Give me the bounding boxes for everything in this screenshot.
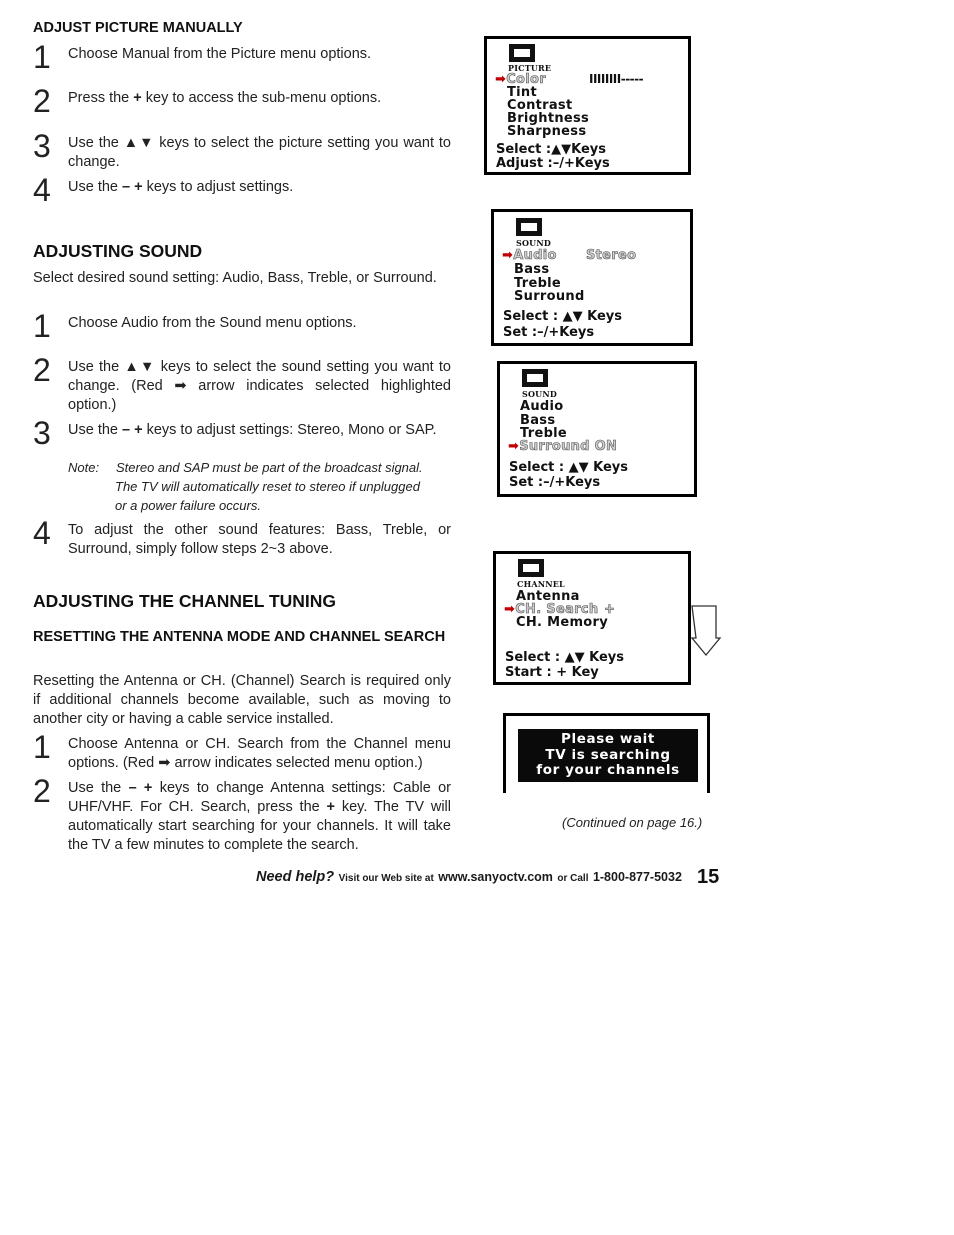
step-number: 4 (33, 515, 51, 551)
step-number: 1 (33, 729, 51, 765)
step-text (68, 779, 451, 855)
set-hint: Set :–/+Keys (509, 475, 601, 490)
step-number: 2 (33, 352, 51, 388)
key-symbol: – + (128, 780, 153, 796)
menu-label: PICTURE (508, 63, 552, 73)
menu-item-bass: Bass (520, 413, 556, 428)
section-heading-adjust-picture: ADJUST PICTURE MANUALLY (33, 20, 243, 36)
menu-item-label: Audio (513, 248, 557, 263)
key-symbol: – + (122, 179, 143, 195)
section-heading-adjusting-sound: ADJUSTING SOUND (33, 241, 203, 261)
step-text-pre: Use the (68, 780, 129, 796)
start-hint: Start : + Key (505, 665, 599, 680)
key-symbol: + (326, 799, 342, 815)
menu-item-treble: Treble (520, 426, 568, 441)
channel-intro: Resetting the Antenna or CH. (Channel) Search is required only if additional channels become available, such as moving to another city or having a cable service installed. (33, 673, 451, 727)
select-hint: Select :▲▼Keys (496, 142, 606, 157)
menu-item-tint: Tint (507, 85, 537, 100)
need-help-label: Need help? (256, 869, 335, 885)
visit-text: Visit our Web site at (338, 873, 434, 884)
select-hint: Select : ▲▼ Keys (509, 460, 629, 475)
step-number: 1 (33, 39, 51, 75)
step-text-mid: keys to change Antenna settings: Cable or UHF/VHF. For CH. Search, press the (68, 780, 452, 815)
step-text: Use the ▲▼ keys to select the sound setting you want to change. (Red ➡ arrow indicates selected highlighted option.) (68, 359, 451, 413)
step-number: 2 (33, 83, 51, 119)
adjust-hint: Adjust :–/+Keys (496, 156, 610, 171)
step-text: To adjust the other sound features: Bass, Treble, or Surround, simply follow steps 2~3 above. (68, 522, 451, 557)
sound-intro: Select desired sound setting: Audio, Bass, Treble, or Surround. (33, 270, 437, 286)
channel-icon (518, 559, 544, 577)
selection-arrow-icon: ➡ (495, 72, 507, 87)
menu-label: SOUND (522, 389, 557, 399)
menu-item-audio: Audio (520, 399, 564, 414)
sound-note (68, 458, 452, 515)
searching-line-3: for your channels (536, 762, 680, 778)
subheading-resetting-antenna: RESETTING THE ANTENNA MODE AND CHANNEL SEARCH (33, 629, 446, 645)
step-number: 4 (33, 172, 51, 208)
step-text-pre: Use the (68, 179, 122, 195)
key-symbol: + (133, 90, 142, 106)
step-number: 1 (33, 308, 51, 344)
sound-menu-screen-audio (491, 209, 693, 346)
menu-item-treble: Treble (514, 276, 562, 291)
note-line-1: Stereo and SAP must be part of the broadcast signal. (116, 460, 423, 475)
menu-item-surround (508, 440, 617, 454)
menu-item-contrast: Contrast (507, 98, 573, 113)
picture-icon (509, 44, 535, 62)
searching-message (518, 729, 698, 782)
continued-note: (Continued on page 16.) (562, 815, 703, 830)
sound-icon (516, 218, 542, 236)
picture-menu-screen (484, 36, 691, 175)
step-text (68, 421, 451, 440)
note-line-3: or a power failure occurs. (115, 498, 261, 513)
step-text (68, 89, 451, 108)
select-hint: Select : ▲▼ Keys (505, 650, 625, 665)
footer (256, 868, 682, 886)
menu-label: SOUND (516, 238, 551, 248)
selection-arrow-icon: ➡ (504, 602, 516, 617)
step-text-post: keys to adjust settings. (142, 179, 294, 195)
menu-item-label: Color (506, 72, 546, 87)
menu-item-sharpness: Sharpness (507, 124, 587, 139)
menu-item-bass: Bass (514, 262, 550, 277)
audio-value: Stereo (586, 248, 637, 263)
menu-item-antenna: Antenna (516, 589, 580, 604)
step-text: Use the ▲▼ keys to select the picture setting you want to change. (68, 135, 451, 170)
selection-arrow-icon: ➡ (508, 439, 520, 454)
menu-item-surround: Surround (514, 289, 585, 304)
menu-item-ch-memory: CH. Memory (516, 615, 609, 630)
level-bar: IIIIIIII----- (589, 72, 644, 86)
step-number: 3 (33, 415, 51, 451)
plus-indicator: + (604, 602, 616, 617)
or-call-text: or Call (557, 873, 589, 884)
step-text: Choose Audio from the Sound menu options. (68, 315, 357, 331)
menu-item-label: CH. Search (515, 602, 599, 617)
down-arrow-icon (690, 604, 722, 658)
page-number: 15 (697, 866, 720, 888)
step-text-pre: Use the (68, 422, 122, 438)
searching-screen (503, 713, 710, 793)
select-hint: Select : ▲▼ Keys (503, 309, 623, 324)
step-text-post: key to access the sub-menu options. (141, 90, 382, 106)
sound-menu-screen-surround (497, 361, 697, 497)
menu-item-brightness: Brightness (507, 111, 590, 126)
channel-menu-screen (493, 551, 691, 685)
phone-number: 1-800-877-5032 (592, 870, 682, 884)
step-number: 2 (33, 773, 51, 809)
selection-arrow-icon: ➡ (502, 248, 514, 263)
menu-item-audio (502, 249, 557, 263)
step-text-pre: Press the (68, 90, 134, 106)
step-text-post: key. The TV will automatically start searching for your channels. It will take the TV a few minutes to complete the search. (68, 799, 451, 853)
key-symbol: – + (122, 422, 143, 438)
note-label: Note: (68, 460, 100, 475)
set-hint: Set :–/+Keys (503, 325, 595, 340)
step-text: Choose Manual from the Picture menu options. (68, 46, 372, 62)
sound-icon (522, 369, 548, 387)
step-text (68, 178, 451, 197)
section-heading-channel-tuning: ADJUSTING THE CHANNEL TUNING (33, 591, 337, 611)
menu-item-label: Surround ON (519, 439, 618, 454)
step-text-post: keys to adjust settings: Stereo, Mono or SAP. (142, 422, 437, 438)
menu-label: CHANNEL (517, 579, 565, 589)
searching-line-1: Please wait (561, 731, 655, 747)
searching-line-2: TV is searching (545, 746, 671, 763)
website-link[interactable]: www.sanyoctv.com (438, 870, 553, 884)
step-text: Choose Antenna or CH. Search from the Channel menu options. (Red ➡ arrow indicates selected menu option.) (68, 736, 451, 771)
step-number: 3 (33, 128, 51, 164)
note-line-2: The TV will automatically reset to stereo if unplugged (115, 479, 420, 494)
